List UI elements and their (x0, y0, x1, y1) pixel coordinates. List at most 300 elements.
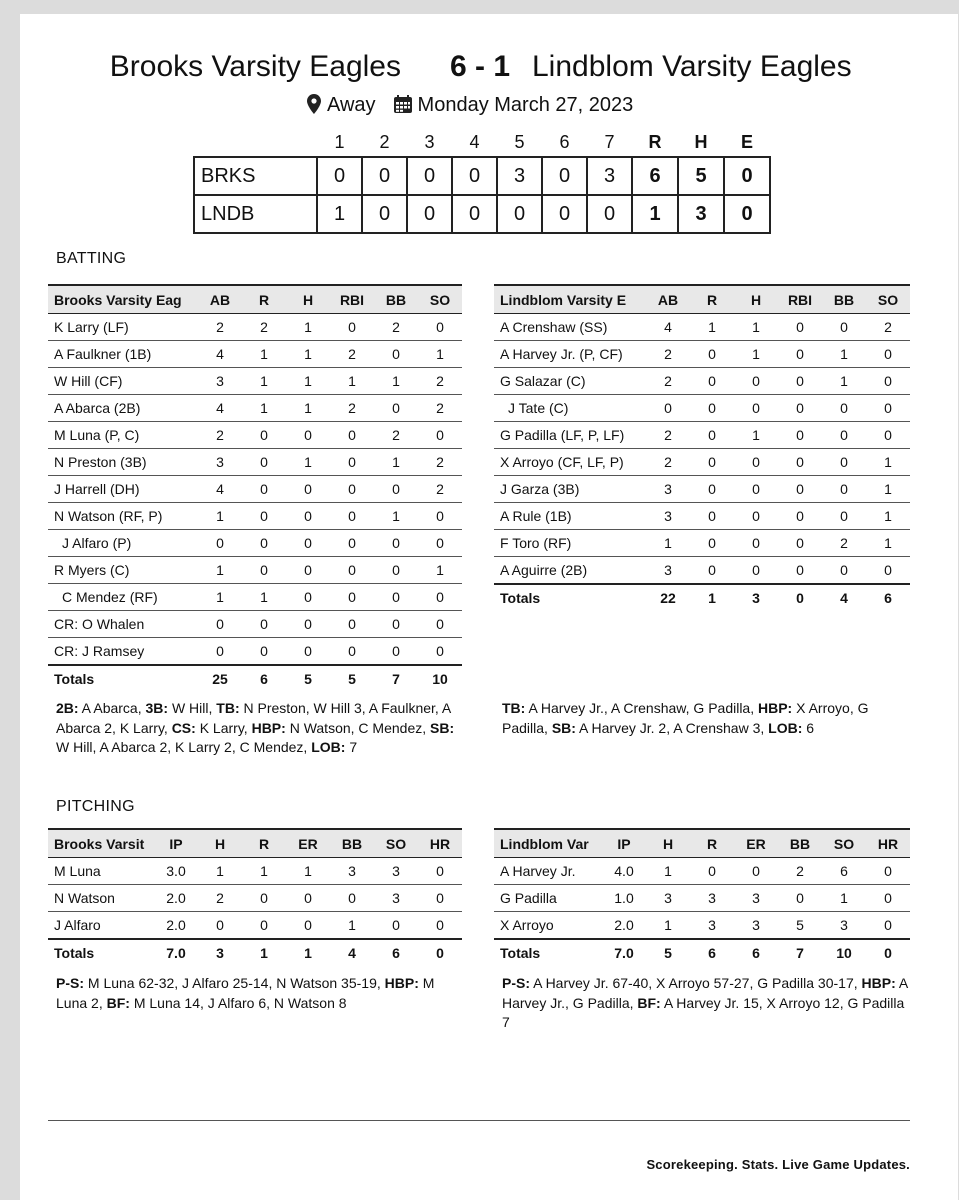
stat-cell: 0 (374, 584, 418, 611)
stat-column-header: HR (418, 829, 462, 858)
stat-cell: 2 (374, 422, 418, 449)
stat-column-header: H (734, 285, 778, 314)
stat-cell: 2 (330, 395, 374, 422)
header-row (48, 829, 462, 858)
stat-column-header: SO (866, 285, 910, 314)
stat-cell: 0 (286, 422, 330, 449)
stat-cell: 0 (286, 584, 330, 611)
stat-cell: 3 (734, 885, 778, 912)
total-cell: 5 (286, 665, 330, 692)
stat-cell: 6 (822, 858, 866, 885)
stat-cell: 1 (242, 395, 286, 422)
stat-cell: 1 (866, 449, 910, 476)
inning-runs: 3 (587, 157, 632, 195)
player-row (494, 858, 910, 885)
home-batting-notes (56, 699, 456, 758)
stat-cell: 1 (198, 858, 242, 885)
stat-cell: 0 (198, 530, 242, 557)
stat-cell: 1 (374, 449, 418, 476)
stat-cell: 0 (286, 611, 330, 638)
stat-cell: 0 (778, 885, 822, 912)
player-name: N Watson (RF, P) (48, 503, 198, 530)
stat-cell: 0 (374, 341, 418, 368)
stat-cell: 0 (418, 530, 462, 557)
header-row (494, 285, 910, 314)
stat-cell: 1 (866, 503, 910, 530)
stat-cell: 1 (418, 557, 462, 584)
note-value: A Harvey Jr. 67-40, X Arroyo 57-27, G Padilla 30-17, (530, 975, 862, 991)
player-name: C Mendez (RF) (48, 584, 198, 611)
home-pitching-table (48, 828, 462, 966)
player-name: J Tate (C) (494, 395, 646, 422)
total-cell: 25 (198, 665, 242, 692)
inning-header: 5 (514, 131, 525, 152)
player-row (48, 611, 462, 638)
stat-cell: 0 (286, 503, 330, 530)
player-row (48, 885, 462, 912)
stat-cell: 0 (690, 341, 734, 368)
stat-cell: 1 (822, 341, 866, 368)
stat-cell: 0 (330, 557, 374, 584)
note-key: SB: (430, 719, 455, 736)
total-r: 6 (632, 157, 678, 195)
stat-cell: 0 (778, 341, 822, 368)
player-row (494, 395, 910, 422)
stat-cell: 0 (374, 557, 418, 584)
stat-cell: 0 (734, 395, 778, 422)
stat-cell: 0 (374, 611, 418, 638)
stat-cell: 0 (286, 530, 330, 557)
player-row (494, 422, 910, 449)
total-cell: 0 (866, 939, 910, 966)
stat-cell: 0 (866, 858, 910, 885)
note-value: W Hill, (168, 700, 217, 716)
total-cell: 6 (242, 665, 286, 692)
header-row (494, 829, 910, 858)
batting-section-label: BATTING (56, 250, 127, 267)
player-row (48, 503, 462, 530)
total-h: 3 (678, 195, 724, 233)
total-cell: 0 (778, 584, 822, 611)
note-value: N Watson, C Mendez, (285, 719, 431, 736)
footer-divider (48, 1120, 910, 1121)
player-name: J Alfaro (48, 912, 154, 940)
stat-cell: 1 (286, 449, 330, 476)
home-team-name: Brooks Varsity Eagles (109, 50, 401, 83)
inning-runs: 3 (497, 157, 542, 195)
stat-cell: 0 (778, 503, 822, 530)
stat-cell: 1 (690, 314, 734, 341)
stat-cell: 0 (330, 503, 374, 530)
stat-cell: 3 (646, 557, 690, 585)
player-row (48, 858, 462, 885)
player-row (48, 638, 462, 666)
stat-column-header: SO (418, 285, 462, 314)
inning-runs: 0 (497, 195, 542, 233)
note-key: SB: (551, 719, 576, 736)
total-cell: 4 (330, 939, 374, 966)
stat-cell: 4 (198, 476, 242, 503)
total-e: 0 (724, 157, 770, 195)
stat-cell: 0 (330, 530, 374, 557)
stat-cell: 0 (330, 449, 374, 476)
calendar-icon (394, 95, 412, 113)
stat-cell: 1 (822, 885, 866, 912)
away-batting-table (494, 284, 910, 611)
game-meta (20, 94, 939, 118)
stat-cell: 1 (242, 341, 286, 368)
stat-cell: 0 (778, 368, 822, 395)
stat-cell: 0 (690, 476, 734, 503)
stat-cell: 4 (198, 341, 242, 368)
note-value: N Preston, W Hill 3, A Faulkner, A Abarca 2, K Larry, (56, 700, 451, 736)
player-name: CR: O Whalen (48, 611, 198, 638)
stat-cell: 1 (734, 314, 778, 341)
player-name: G Padilla (LF, P, LF) (494, 422, 646, 449)
total-cell: 6 (734, 939, 778, 966)
away-team-name: Lindblom Varsity Eagles (532, 50, 852, 83)
player-row (494, 314, 910, 341)
stat-cell: 0 (242, 530, 286, 557)
stat-cell: 2.0 (154, 885, 198, 912)
inning-header: 2 (379, 131, 390, 152)
stat-cell: 0 (418, 422, 462, 449)
stat-cell: 2 (646, 368, 690, 395)
player-row (48, 368, 462, 395)
team-abbr: BRKS (194, 157, 317, 195)
stat-cell: 0 (866, 368, 910, 395)
player-name: J Alfaro (P) (48, 530, 198, 557)
stat-cell: 0 (778, 476, 822, 503)
player-name: A Rule (1B) (494, 503, 646, 530)
game-title (20, 50, 939, 88)
stat-cell: 1 (374, 503, 418, 530)
stat-cell: 0 (374, 638, 418, 666)
stat-column-header: ER (286, 829, 330, 858)
stat-cell: 0 (734, 530, 778, 557)
stat-cell: 1 (330, 368, 374, 395)
stat-column-header: BB (822, 285, 866, 314)
totals-row (48, 665, 462, 692)
stat-cell: 1 (418, 341, 462, 368)
player-name: N Preston (3B) (48, 449, 198, 476)
stat-cell: 1 (822, 368, 866, 395)
away-batting-notes (502, 699, 912, 738)
stat-cell: 3 (690, 885, 734, 912)
stat-cell: 1 (242, 368, 286, 395)
total-cell: 7.0 (154, 939, 198, 966)
player-row (48, 422, 462, 449)
stat-cell: 1 (866, 476, 910, 503)
note-key: HBP: (758, 700, 793, 716)
stat-cell: 5 (778, 912, 822, 940)
stat-cell: 0 (242, 557, 286, 584)
rhe-header: H (694, 131, 708, 152)
note-value: 7 (345, 739, 358, 755)
stat-cell: 0 (822, 314, 866, 341)
stat-cell: 3 (374, 858, 418, 885)
stat-cell: 2 (646, 422, 690, 449)
stat-cell: 1 (286, 314, 330, 341)
total-cell: 22 (646, 584, 690, 611)
player-row (494, 449, 910, 476)
note-key: HBP: (861, 975, 896, 991)
total-cell: 1 (690, 584, 734, 611)
stat-cell: 1.0 (602, 885, 646, 912)
player-name: F Toro (RF) (494, 530, 646, 557)
stat-cell: 0 (822, 395, 866, 422)
player-row (48, 476, 462, 503)
inning-runs: 0 (407, 195, 452, 233)
stat-cell: 0 (242, 503, 286, 530)
total-cell: 1 (242, 939, 286, 966)
player-row (494, 912, 910, 940)
player-row (494, 476, 910, 503)
player-name: X Arroyo (CF, LF, P) (494, 449, 646, 476)
player-row (48, 912, 462, 940)
stat-cell: 0 (242, 885, 286, 912)
stat-cell: 3 (374, 885, 418, 912)
player-name: CR: J Ramsey (48, 638, 198, 666)
totals-row (494, 584, 910, 611)
stat-cell: 2 (418, 395, 462, 422)
stat-cell: 0 (866, 395, 910, 422)
stat-cell: 1 (734, 341, 778, 368)
stat-cell: 0 (690, 395, 734, 422)
stat-cell: 0 (286, 885, 330, 912)
stat-cell: 2.0 (602, 912, 646, 940)
player-row (48, 395, 462, 422)
line-score-row (194, 195, 770, 233)
stat-cell: 2 (646, 341, 690, 368)
total-cell: 6 (866, 584, 910, 611)
player-name: G Padilla (494, 885, 602, 912)
stat-column-header: H (198, 829, 242, 858)
stat-cell: 0 (778, 557, 822, 585)
location-label: Away (327, 94, 376, 116)
player-name: A Aguirre (2B) (494, 557, 646, 585)
stat-cell: 0 (242, 912, 286, 940)
stat-cell: 0 (734, 476, 778, 503)
player-name: A Harvey Jr. (494, 858, 602, 885)
note-key: P-S: (502, 975, 530, 991)
stat-cell: 0 (330, 476, 374, 503)
stat-column-header: R (690, 829, 734, 858)
stat-cell: 0 (778, 314, 822, 341)
team-column-header: Lindblom Var (494, 829, 602, 858)
footer-tagline: Scorekeeping. Stats. Live Game Updates. (646, 1157, 910, 1172)
total-cell: 0 (418, 939, 462, 966)
stat-column-header: BB (778, 829, 822, 858)
stat-cell: 2 (198, 422, 242, 449)
totals-label: Totals (48, 665, 198, 692)
stat-cell: 0 (374, 395, 418, 422)
rhe-header: E (740, 131, 753, 152)
stat-cell: 1 (242, 584, 286, 611)
total-cell: 5 (330, 665, 374, 692)
note-value: M Luna 14, J Alfaro 6, N Watson 8 (129, 994, 347, 1011)
stat-cell: 1 (198, 584, 242, 611)
inning-runs: 0 (407, 157, 452, 195)
stat-cell: 0 (734, 503, 778, 530)
player-row (48, 557, 462, 584)
totals-label: Totals (48, 939, 154, 966)
stat-column-header: AB (198, 285, 242, 314)
stat-cell: 1 (286, 858, 330, 885)
stat-cell: 3 (198, 368, 242, 395)
stat-cell: 0 (778, 422, 822, 449)
stat-cell: 0 (198, 611, 242, 638)
stat-cell: 0 (374, 530, 418, 557)
note-value: W Hill, A Abarca 2, K Larry 2, C Mendez, (56, 739, 312, 755)
stat-cell: 3.0 (154, 858, 198, 885)
stat-cell: 1 (646, 858, 690, 885)
stat-cell: 0 (242, 611, 286, 638)
total-cell: 4 (822, 584, 866, 611)
header-row (48, 285, 462, 314)
player-name: K Larry (LF) (48, 314, 198, 341)
away-pitching-notes (502, 974, 912, 1033)
stat-cell: 3 (646, 885, 690, 912)
stat-cell: 0 (418, 611, 462, 638)
stat-cell: 0 (690, 422, 734, 449)
player-name: R Myers (C) (48, 557, 198, 584)
note-key: BF: (637, 994, 661, 1011)
team-column-header: Lindblom Varsity E (494, 285, 646, 314)
stat-cell: 0 (242, 449, 286, 476)
note-key: CS: (171, 719, 196, 736)
inning-runs: 1 (317, 195, 362, 233)
stat-cell: 2 (198, 314, 242, 341)
note-key: BF: (106, 994, 130, 1011)
stat-cell: 0 (286, 476, 330, 503)
note-key: TB: (502, 700, 526, 716)
home-batting-table (48, 284, 462, 692)
stat-cell: 0 (690, 858, 734, 885)
stat-cell: 0 (822, 422, 866, 449)
stat-cell: 1 (330, 912, 374, 940)
stat-cell: 0 (822, 557, 866, 585)
stat-cell: 0 (866, 557, 910, 585)
stat-cell: 0 (198, 912, 242, 940)
stat-column-header: IP (602, 829, 646, 858)
stat-cell: 0 (330, 422, 374, 449)
stat-column-header: BB (374, 285, 418, 314)
player-name: N Watson (48, 885, 154, 912)
stat-cell: 0 (330, 314, 374, 341)
player-row (494, 368, 910, 395)
stat-column-header: R (690, 285, 734, 314)
stat-cell: 1 (734, 422, 778, 449)
stat-cell: 0 (286, 912, 330, 940)
player-row (494, 530, 910, 557)
stat-cell: 0 (374, 912, 418, 940)
stat-cell: 0 (418, 638, 462, 666)
stat-cell: 3 (198, 449, 242, 476)
stat-cell: 4 (646, 314, 690, 341)
note-value: A Abarca, (78, 700, 146, 716)
rhe-header: R (648, 131, 662, 152)
stat-cell: 0 (330, 584, 374, 611)
total-e: 0 (724, 195, 770, 233)
stat-cell: 0 (690, 368, 734, 395)
total-cell: 1 (286, 939, 330, 966)
note-key: 2B: (56, 700, 79, 716)
stat-cell: 2 (418, 476, 462, 503)
stat-cell: 2 (242, 314, 286, 341)
inning-runs: 0 (362, 195, 407, 233)
stat-cell: 0 (734, 858, 778, 885)
box-score-page (20, 14, 958, 1200)
team-column-header: Brooks Varsit (48, 829, 154, 858)
player-name: G Salazar (C) (494, 368, 646, 395)
stat-column-header: SO (822, 829, 866, 858)
inning-header: 1 (334, 131, 345, 152)
total-cell: 3 (734, 584, 778, 611)
total-cell: 6 (690, 939, 734, 966)
note-value: K Larry, (195, 719, 252, 736)
inning-runs: 0 (317, 157, 362, 195)
inning-header: 7 (604, 131, 615, 152)
stat-cell: 0 (866, 912, 910, 940)
stat-cell: 0 (866, 341, 910, 368)
note-value: A Harvey Jr. 15, X Arroyo 12, G Padilla 7 (502, 994, 905, 1030)
player-row (494, 885, 910, 912)
stat-column-header: SO (374, 829, 418, 858)
stat-cell: 2 (198, 885, 242, 912)
inning-runs: 0 (587, 195, 632, 233)
stat-column-header: R (242, 829, 286, 858)
stat-cell: 0 (242, 638, 286, 666)
stat-cell: 3 (734, 912, 778, 940)
totals-label: Totals (494, 584, 646, 611)
total-h: 5 (678, 157, 724, 195)
line-score-table (193, 128, 771, 234)
inning-runs: 0 (542, 157, 587, 195)
note-value: A Harvey Jr. 2, A Crenshaw 3, (575, 719, 769, 736)
stat-cell: 0 (822, 476, 866, 503)
stat-cell: 3 (822, 912, 866, 940)
stat-cell: 2 (374, 314, 418, 341)
inning-runs: 0 (542, 195, 587, 233)
stat-column-header: ER (734, 829, 778, 858)
note-value: 6 (802, 719, 815, 736)
stat-cell: 3 (330, 858, 374, 885)
inning-header: 4 (469, 131, 480, 152)
player-name: A Abarca (2B) (48, 395, 198, 422)
stat-cell: 0 (418, 885, 462, 912)
stat-cell: 0 (286, 638, 330, 666)
stat-cell: 0 (198, 638, 242, 666)
stat-cell: 0 (690, 530, 734, 557)
stat-cell: 0 (690, 449, 734, 476)
stat-cell: 0 (286, 557, 330, 584)
pitching-section-label: PITCHING (56, 798, 135, 815)
note-key: LOB: (768, 719, 803, 736)
stat-cell: 0 (822, 449, 866, 476)
player-name: X Arroyo (494, 912, 602, 940)
stat-cell: 1 (286, 395, 330, 422)
note-value: M Luna 2, (56, 975, 435, 1011)
player-row (494, 503, 910, 530)
stat-cell: 0 (734, 449, 778, 476)
final-score: 6 - 1 (449, 50, 511, 83)
stat-cell: 1 (646, 912, 690, 940)
note-key: LOB: (311, 739, 346, 755)
player-name: A Crenshaw (SS) (494, 314, 646, 341)
stat-cell: 1 (374, 368, 418, 395)
total-cell: 7 (374, 665, 418, 692)
